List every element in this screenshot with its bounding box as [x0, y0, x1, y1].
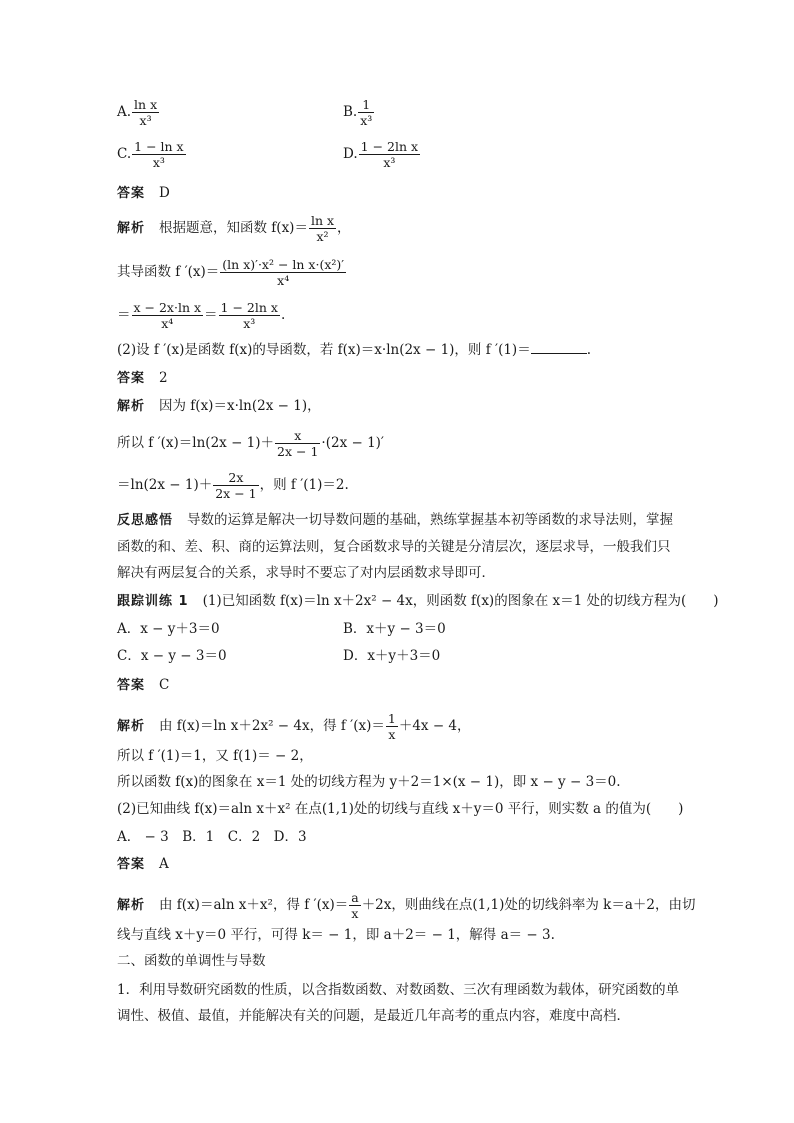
answer-line: 答案 2	[117, 370, 168, 386]
follow-question-1: 跟踪训练 1 (1)已知函数 f(x)＝ln x＋2x² − 4x，则函数 f(x)的图象在 x＝1 处的切线方程为( )	[117, 593, 719, 609]
analysis-line: 解析 根据题意，知函数 f(x)＝ $\frac{\text{ln x}}{\text{x²}}$ ，	[117, 213, 351, 244]
analysis-line: 解析 由 f(x)＝ln x＋2x² − 4x，得 f ′(x)＝ $\frac{1}{x}$ ＋4x − 4，	[117, 711, 471, 742]
section-heading: 二、函数的单调性与导数	[117, 953, 266, 969]
fraction: $\frac{2x}{2x - 1}$	[215, 470, 257, 501]
fraction: $\frac{x}{2x - 1}$	[277, 428, 319, 459]
analysis-step: 所以 f ′(1)＝1，又 f(1)＝ − 2，	[117, 748, 313, 764]
fraction: $\frac{a}{x}$	[351, 890, 359, 921]
answer-blank	[531, 341, 587, 354]
follow-question-2: (2)已知曲线 f(x)＝aln x＋x² 在点(1,1)处的切线与直线 x＋y＝0 平行，则实数 a 的值为( )	[117, 801, 684, 817]
fraction: $\frac{\text{x − 2x·ln x}}{\text{x⁴}}$	[133, 300, 202, 331]
option-b: B．x＋y − 3＝0	[343, 621, 446, 637]
option-c: C. $\frac{\text{1 − ln x}}{\text{x³}}$	[117, 139, 184, 170]
analysis-line: 解析 由 f(x)＝aln x＋x²，得 f ′(x)＝ $\frac{a}{x}$ ＋2x，则曲线在点(1,1)处的切线斜率为 k＝a＋2，由切	[117, 890, 696, 921]
section-paragraph: 1．利用导数研究函数的性质，以含指数函数、对数函数、三次有理函数为载体，研究函数的单调性、极值、最值，并能解决有关的问题，是最近几年高考的重点内容，难度中高档．	[117, 982, 680, 1024]
fraction: $\frac{\text{ln x}}{\text{x²}}$	[310, 213, 335, 244]
fraction: $\frac{\text{1 − 2ln x}}{\text{x³}}$	[220, 300, 278, 331]
fraction: $\frac{\text{1 − 2ln x}}{\text{x³}}$	[360, 139, 419, 170]
analysis-step: 所以函数 f(x)的图象在 x＝1 处的切线方程为 y＋2＝1×(x − 1)，即 x − y − 3＝0.	[117, 774, 621, 790]
option-b: B. $\frac{1}{\text{x³}}$	[343, 97, 373, 128]
derivative-line: 其导函数 f ′(x)＝ $\frac{\text{(ln x)′·x² − ln x·(x²)′}}{\text{x⁴}}$	[117, 257, 345, 288]
analysis-line: 解析 因为 f(x)＝x·ln(2x − 1)，	[117, 398, 321, 414]
fraction: $\frac{\text{(ln x)′·x² − ln x·(x²)′}}{\text{x⁴}}$	[222, 257, 345, 288]
fraction: $\frac{\text{1 − ln x}}{\text{x³}}$	[134, 139, 184, 170]
option-d: D. $\frac{\text{1 − 2ln x}}{\text{x³}}$	[343, 139, 419, 170]
result-line: ＝ln(2x − 1)＋ $\frac{2x}{2x - 1}$ ，则 f ′(1)＝2.	[117, 470, 349, 501]
fraction: $\frac{1}{x}$	[387, 711, 396, 742]
option-c: C．x − y − 3＝0	[117, 648, 227, 664]
question-2-stem: (2)设 f ′(x)是函数 f(x)的导函数，若 f(x)＝x·ln(2x − 1)，则 f ′(1)＝ .	[117, 342, 591, 358]
options-line: A． − 3 B．1 C．2 D．3	[117, 829, 307, 845]
analysis-step: 线与直线 x＋y＝0 平行，可得 k＝ − 1，即 a＋2＝ − 1，解得 a＝ − 3.	[117, 927, 555, 943]
option-d: D．x＋y＋3＝0	[343, 648, 441, 664]
fraction: $\frac{1}{\text{x³}}$	[360, 97, 373, 128]
simplify-line: ＝ $\frac{\text{x − 2x·ln x}}{\text{x⁴}}$ ＝ $\frac{\text{1 − 2ln x}}{\text{x³}}$ .	[117, 300, 286, 331]
answer-line: 答案 A	[117, 856, 169, 872]
option-a: A. $\frac{\text{ln x}}{\text{x³}}$	[117, 97, 158, 128]
reflection-paragraph: 反思感悟 导数的运算是解决一切导数问题的基础，熟练掌握基本初等函数的求导法则，掌握函数的和、差、积、商的运算法则，复合函数求导的关键是分清层次，逐层求导，一般我们只解决有两层复合的关系，求导时不要忘了对内层函数求导即可．	[117, 512, 674, 581]
derivative-line: 所以 f ′(x)＝ln(2x − 1)＋ $\frac{x}{2x - 1}$ ·(2x − 1)′	[117, 428, 384, 459]
answer-line: 答案 C	[117, 677, 170, 693]
option-a: A．x − y＋3＝0	[117, 621, 220, 637]
fraction: $\frac{\text{ln x}}{\text{x³}}$	[134, 97, 158, 128]
answer-line: 答案 D	[117, 185, 170, 201]
